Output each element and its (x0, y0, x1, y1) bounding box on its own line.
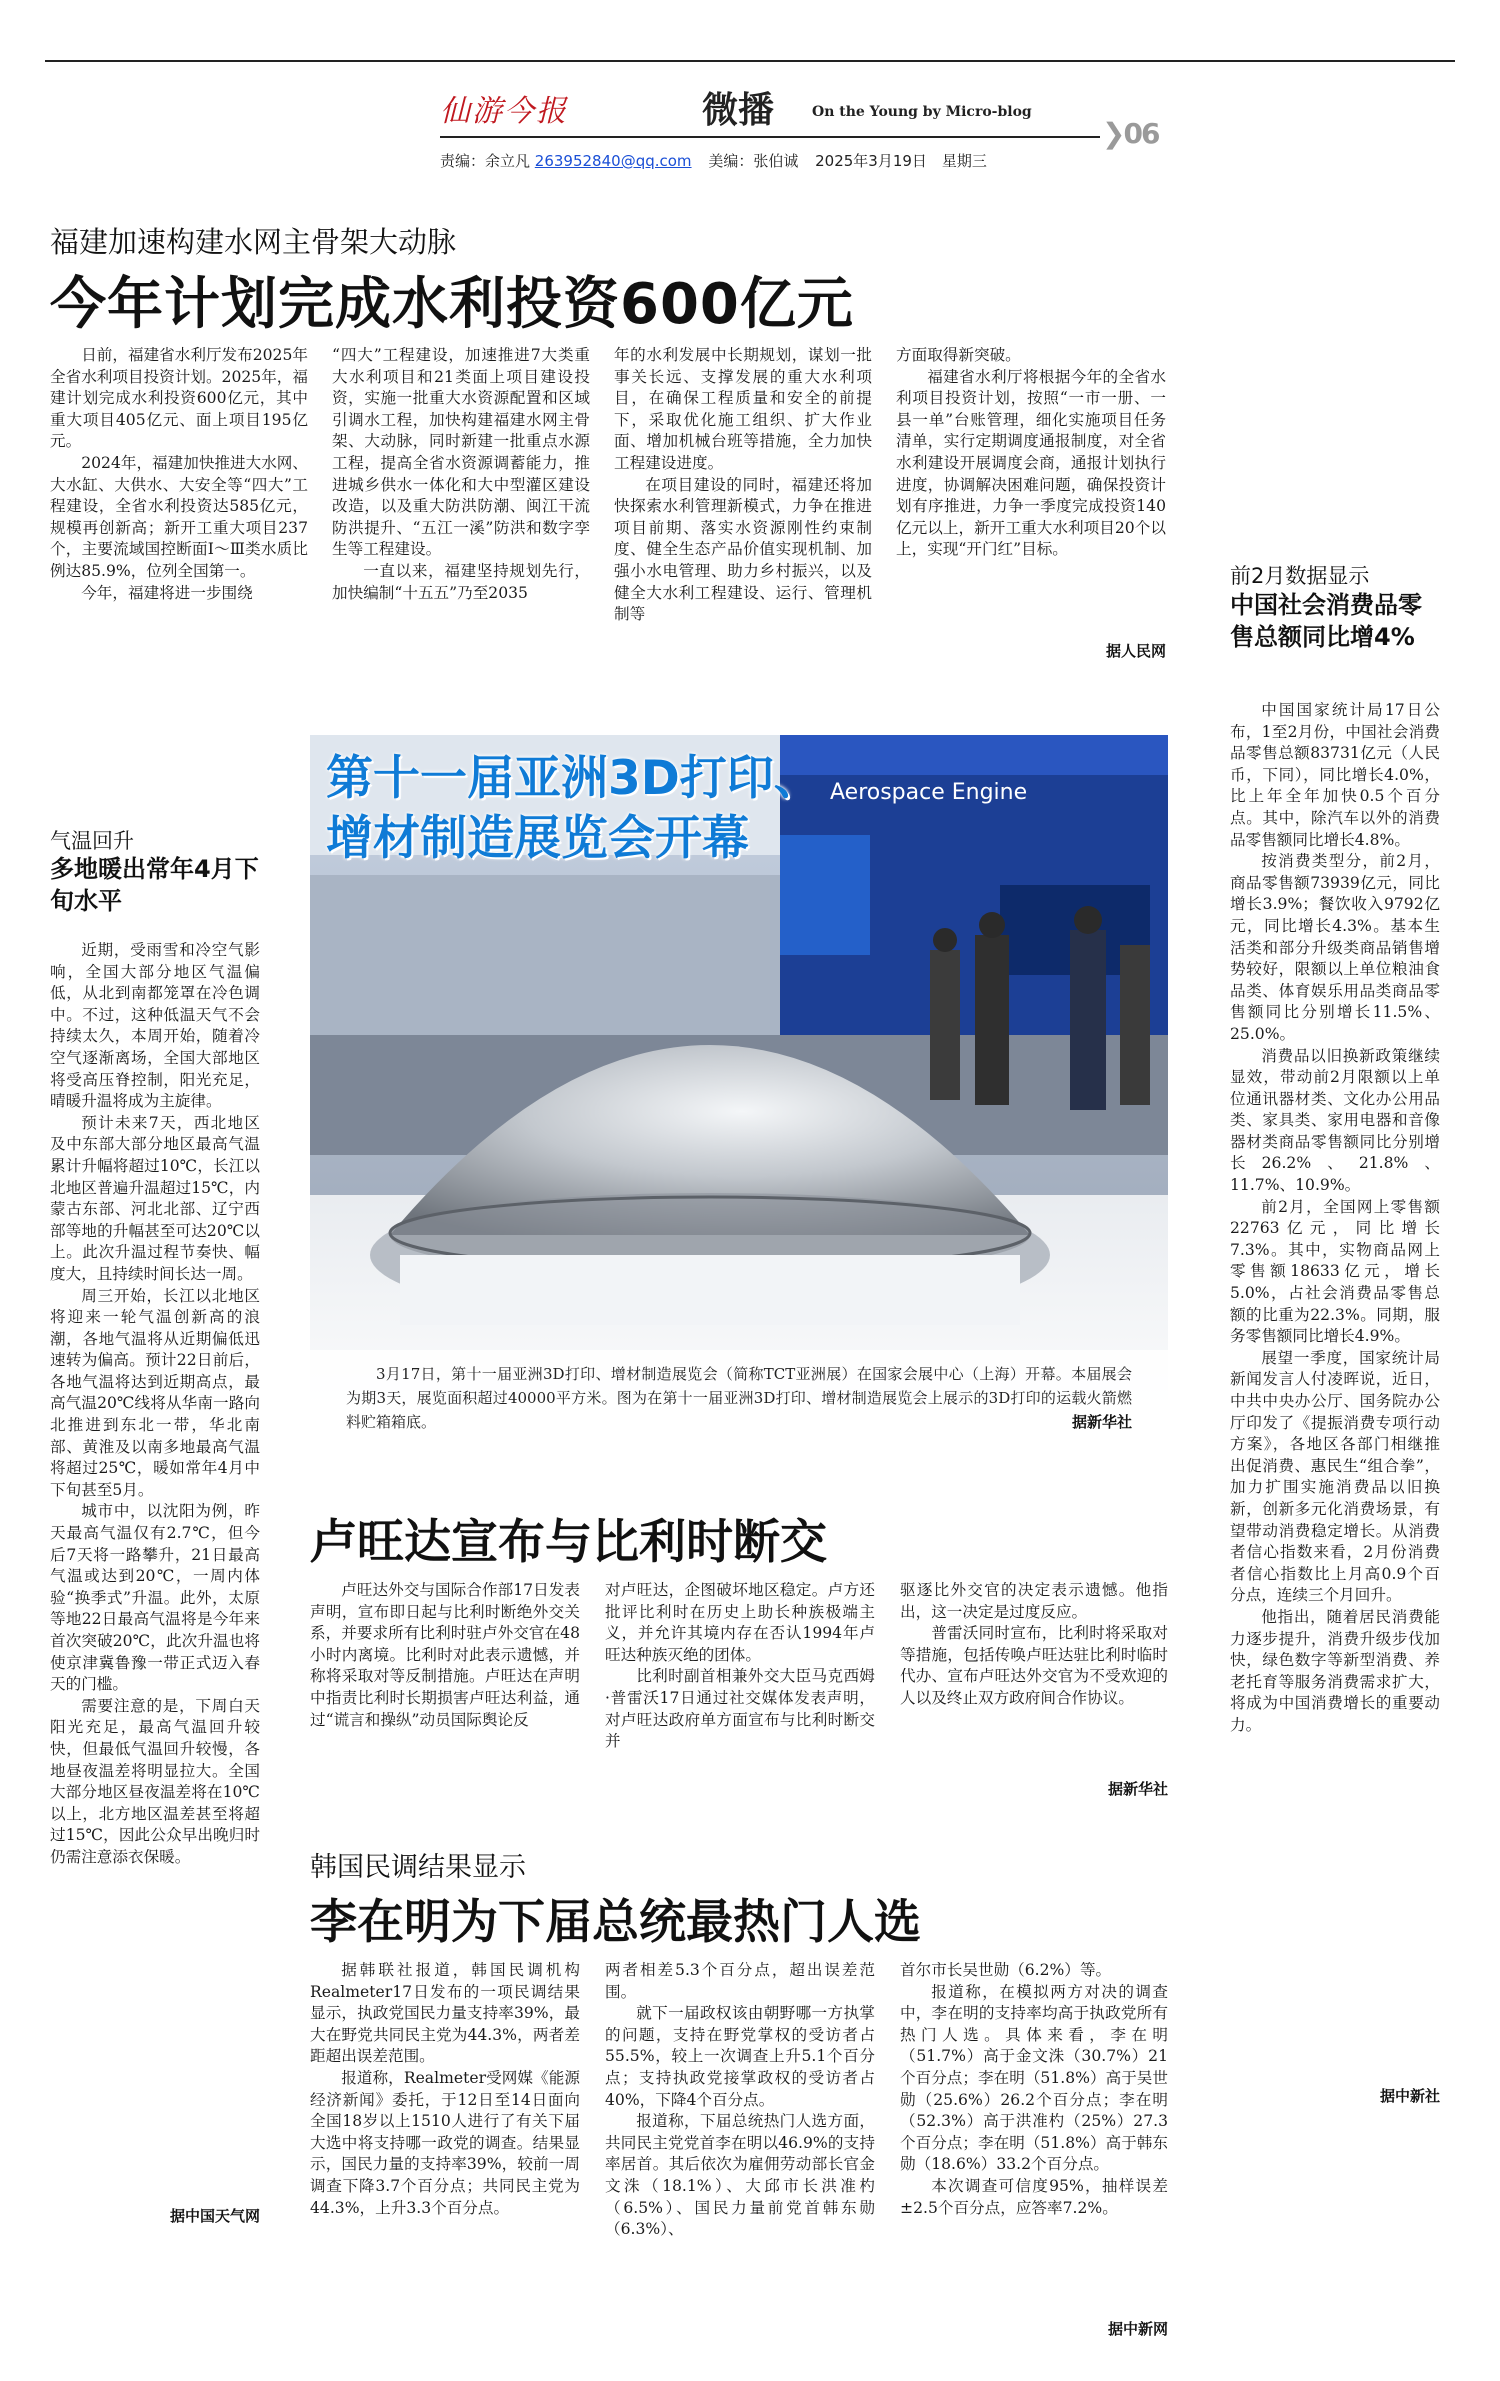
rwanda-paragraph: 卢旺达外交与国际合作部17日发表声明，宣布即日起与比利时断绝外交关系，并要求所有比利时驻卢外交官在48小时内离境。比利时对此表示遗憾，并称将采取对等反制措施。卢旺达在声明中指责比利时长期损害卢旺达利益，通过“谎言和操纵”动员国际舆论反 (310, 1581, 580, 1729)
booth-sign-text: Aerospace Engine (830, 780, 1028, 805)
rwanda-paragraph: 比利时副首相兼外交大臣马克西姆·普雷沃17日通过社交媒体发表声明，对卢旺达政府单方面宣布与比利时断交并 (605, 1667, 875, 1751)
korea-source: 据中新网 (1107, 2320, 1168, 2338)
water-paragraph: 福建省水利厅将根据今年的全省水利项目投资计划，按照“一市一册、一县一单”台账管理，细化实施项目任务清单，实行定期调度通报制度，对全省水利建设开展调度会商，通报计划执行进度，协调解决困难问题，确保投资计划有序推进，力争一季度完成投资140亿元以上，新开工重大水利项目20个以上，实现“开门红”目标。 (896, 367, 1166, 559)
rwanda-column-3 (900, 1580, 1168, 1770)
rwanda-column-2 (605, 1580, 875, 1800)
retail-headline: 中国社会消费品零售总额同比增4% (1230, 591, 1422, 651)
korea-paragraph: 两者相差5.3个百分点，超出误差范围。 (605, 1961, 875, 2001)
water-paragraph: 在项目建设的同时，福建还将加快探索水利管理新模式，力争在推进项目前期、落实水资源刚性约束制度、健全生态产品价值实现机制、加强小水电管理、助力乡村振兴，以及健全大水利工程建设、运行、管理机制等 (614, 475, 872, 624)
rwanda-paragraph: 对卢旺达，企图破坏地区稳定。卢方还批评比利时在历史上助长种族极端主义，并允许其境内存在否认1994年卢旺达种族灭绝的团体。 (605, 1581, 875, 1664)
water-paragraph: “四大”工程建设，加速推进7大类重大水利项目和21类面上项目建设投资，实施一批重大水资源配置和区域引调水工程，加快构建福建水网主骨架、大动脉，同时新建一批重点水源工程，提高全省水资源调蓄能力，推进城乡供水一体化和大中型灌区建设改造，以及重大防洪防潮、闽江干流防洪提升、“五江一溪”防洪和数字孪生等工程建设。 (332, 346, 590, 559)
weather-paragraph: 城市中，以沈阳为例，昨天最高气温仅有2.7℃，但今后7天将一路攀升，21日最高气温或达到20℃，一周内体验“换季式”升温。此外，太原等地22日最高气温将是今年来首次突破20℃，此次升温也将使京津冀鲁豫一带正式迈入春天的门槛。 (50, 1502, 260, 1694)
korea-paragraph: 报道称，Realmeter受网媒《能源经济新闻》委托，于12日至14日面向全国18岁以上1510人进行了有关下届大选中将支持哪一政党的调查。结果显示，国民力量的支持率39%，较前一周调查下降3.7个百分点；共同民主党为44.3%，上升3.3个百分点。 (310, 2068, 580, 2217)
korea-kicker: 韩国民调结果显示 (310, 1852, 526, 1883)
water-column-1 (50, 345, 308, 663)
korea-paragraph: 据韩联社报道，韩国民调机构Realmeter17日发布的一项民调结果显示，执政党国民力量支持率39%，最大在野党共同民主党为44.3%，两者差距超出误差范围。 (310, 1961, 580, 2066)
newspaper-logo: 仙游今报 (440, 94, 568, 129)
water-paragraph: 方面取得新突破。 (896, 346, 1021, 364)
photo-headline (326, 749, 821, 869)
weather-paragraph: 需要注意的是，下周白天阳光充足，最高气温回升较快，但最低气温回升较慢，各地昼夜温差将明显拉大。全国大部分地区昼夜温差将在10℃以上，北方地区温差甚至将超过15℃，因此公众早出晚归时仍需注意添衣保暖。 (50, 1696, 260, 1866)
retail-paragraph: 中国国家统计局17日公布，1至2月份，中国社会消费品零售总额83731亿元（人民币，下同），同比增长4.0%，比上年全年加快0.5个百分点。其中，除汽车以外的消费品零售额同比增长4.8%。 (1230, 701, 1440, 849)
korea-column-2 (605, 1960, 875, 2340)
water-source: 据人民网 (1105, 642, 1166, 660)
weather-paragraph: 近期，受雨雪和冷空气影响，全国大部分地区气温偏低，从北到南都笼罩在冷色调中。不过，这种低温天气不会持续太久，本周开始，随着冷空气逐渐离场，全国大部地区将受高压脊控制，阳光充足，晴暖升温将成为主旋律。 (50, 941, 260, 1111)
water-paragraph: 年的水利发展中长期规划，谋划一批事关长远、支撑发展的重大水利项目，在确保工程质量和安全的前提下，采取优化施工组织、扩大作业面、增加机械台班等措施，全力加快工程建设进度。 (614, 346, 872, 472)
editor-line (440, 150, 987, 171)
weather-paragraph: 预计未来7天，西北地区及中东部大部分地区最高气温累计升幅将超过10℃，长江以北地区普遍升温超过15℃，内蒙古东部、河北北部、辽宁西部等地的升幅甚至可达20℃以上。此次升温过程节奏快、幅度大，且持续时间长达一周。 (50, 1113, 260, 1283)
water-kicker: 福建加速构建水网主骨架大动脉 (50, 225, 457, 259)
photo-headline-line-2: 增材制造展览会开幕 (326, 811, 749, 866)
korea-paragraph: 首尔市长吴世勋（6.2%）等。 (900, 1961, 1112, 1979)
rwanda-source: 据新华社 (1107, 1780, 1168, 1798)
retail-kicker: 前2月数据显示 (1230, 564, 1370, 588)
weather-headline: 多地暖出常年4月下旬水平 (50, 855, 259, 915)
expo-photo (310, 735, 1168, 1450)
double-chevron-icon: ❯ (1102, 117, 1124, 150)
rwanda-paragraph: 普雷沃同时宣布，比利时将采取对等措施，包括传唤卢旺达驻比利时临时代办、宣布卢旺达外交官为不受欢迎的人以及终止双方政府间合作协议。 (900, 1624, 1168, 1707)
korea-column-3 (900, 1960, 1168, 2310)
rwanda-column-1 (310, 1580, 580, 1800)
photo-caption (310, 1350, 1168, 1450)
page-number: ❯06 (1102, 117, 1159, 150)
water-column-2 (332, 345, 590, 663)
photo-source: 据新华社 (1071, 1413, 1132, 1431)
editor-email-link[interactable]: 263952840@qq.com (534, 152, 692, 170)
designer-label: 美编：张伯诚 (708, 152, 799, 170)
masthead-rule (440, 136, 1100, 138)
water-column-4 (896, 345, 1166, 641)
photo-caption-text: 3月17日，第十一届亚洲3D打印、增材制造展览会（简称TCT亚洲展）在国家会展中心（上海）开幕。本届展会为期3天，展览面积超过40000平方米。图为在第十一届亚洲3D打印、增材制造展览会上展示的3D打印的运载火箭燃料贮箱箱底。 (346, 1365, 1132, 1431)
korea-paragraph: 本次调查可信度95%，抽样误差±2.5个百分点，应答率7.2%。 (900, 2176, 1168, 2217)
weather-body (50, 940, 260, 2200)
retail-paragraph: 展望一季度，国家统计局新闻发言人付凌晖说，近日，中共中央办公厅、国务院办公厅印发了《提振消费专项行动方案》，各地区各部门相继推出促消费、惠民生“组合拳”，加力扩围实施消费品以旧换新，创新多元化消费场景，有望带动消费稳定增长。从消费者信心指数来看，2月份消费者信心指数比上月高0.9个百分点，连续三个月回升。 (1230, 1348, 1440, 1605)
water-column-3 (614, 345, 872, 663)
weather-kicker: 气温回升 (50, 829, 134, 853)
water-paragraph: 一直以来，福建坚持规划先行，加快编制“十五五”乃至2035 (332, 561, 590, 602)
column-tagline: On the Young by Micro-blog (812, 104, 1032, 120)
korea-headline: 李在明为下届总统最热门人选 (310, 1895, 921, 1950)
column-title: 微播 (702, 90, 775, 131)
weather-source: 据中国天气网 (169, 2207, 260, 2225)
retail-paragraph: 消费品以旧换新政策继续显效，带动前2月限额以上单位通讯器材类、文化办公用品类、家具类、家用电器和音像器材类商品零售额同比分别增长26.2%、21.8%、11.7%、10.9%。 (1230, 1046, 1440, 1195)
korea-column-1 (310, 1960, 580, 2340)
masthead (440, 86, 1160, 150)
water-paragraph: 2024年，福建加快推进大水网、大水缸、大供水、大安全等“四大”工程建设，全省水利投资达585亿元，规模再创新高；新开工重大项目237个，主要流域国控断面Ⅰ～Ⅲ类水质比例达85.9%，位列全国第一。 (50, 453, 308, 580)
editor-label: 责编：余立凡 (440, 152, 531, 170)
water-paragraph: 今年，福建将进一步围绕 (81, 583, 253, 602)
rwanda-headline: 卢旺达宣布与比利时断交 (310, 1515, 827, 1570)
korea-paragraph: 报道称，在模拟两方对决的调查中，李在明的支持率均高于执政党所有热门人选。具体来看，李在明（51.7%）高于金文洙（30.7%）21个百分点；李在明（51.8%）高于吴世勋（25.6%）26.2个百分点；李在明（52.3%）高于洪准杓（25%）27.3个百分点；李在明（51.8%）高于韩东勋（18.6%）33.2个百分点。 (900, 1982, 1168, 2174)
photo-headline-line-1: 第十一届亚洲3D打印、 (326, 751, 821, 806)
issue-date: 2025年3月19日 星期三 (815, 152, 987, 170)
retail-paragraph: 他指出，随着居民消费能力逐步提升，消费升级步伐加快，绿色数字等新型消费、养老托育等服务消费需求扩大，将成为中国消费增长的重要动力。 (1230, 1607, 1440, 1734)
retail-source: 据中新社 (1379, 2087, 1440, 2105)
retail-paragraph: 前2月，全国网上零售额22763亿元，同比增长7.3%。其中，实物商品网上零售额18633亿元，增长5.0%，占社会消费品零售总额的比重为22.3%。同期，服务零售额同比增长4.9%。 (1230, 1197, 1440, 1346)
water-headline: 今年计划完成水利投资600亿元 (50, 272, 854, 337)
water-paragraph: 日前，福建省水利厅发布2025年全省水利项目投资计划。2025年，福建计划完成水利投资600亿元，其中重大项目405亿元、面上项目195亿元。 (50, 346, 308, 451)
korea-paragraph: 报道称，下届总统热门人选方面，共同民主党党首李在明以46.9%的支持率居首。其后依次为雇佣劳动部长官金文洙（18.1%）、大邱市长洪准杓（6.5%）、国民力量前党首韩东勋（6.3%）、 (605, 2112, 875, 2239)
top-rule (45, 60, 1455, 62)
rwanda-paragraph: 驱逐比外交官的决定表示遗憾。他指出，这一决定是过度反应。 (900, 1581, 1168, 1621)
weather-paragraph: 周三开始，长江以北地区将迎来一轮气温创新高的浪潮，各地气温将从近期偏低迅速转为偏高。预计22日前后，各地气温将达到近期高点，最高气温20℃线将从华南一路向北推进到东北一带，华北南部、黄淮及以南多地最高气温将超过25℃，暖如常年4月中下旬甚至5月。 (50, 1286, 260, 1499)
retail-body (1230, 700, 1440, 2080)
korea-paragraph: 就下一届政权该由朝野哪一方执掌的问题，支持在野党掌权的受访者占55.5%，较上一次调查上升5.1个百分点；支持执政党接掌政权的受访者占40%，下降4个百分点。 (605, 2004, 875, 2109)
retail-paragraph: 按消费类型分，前2月，商品零售额73939亿元，同比增长3.9%；餐饮收入9792亿元，同比增长4.3%。基本生活类和部分升级类商品销售增势较好，限额以上单位粮油食品类、体育娱乐用品类商品零售额同比分别增长11.5%、25.0%。 (1230, 852, 1440, 1043)
